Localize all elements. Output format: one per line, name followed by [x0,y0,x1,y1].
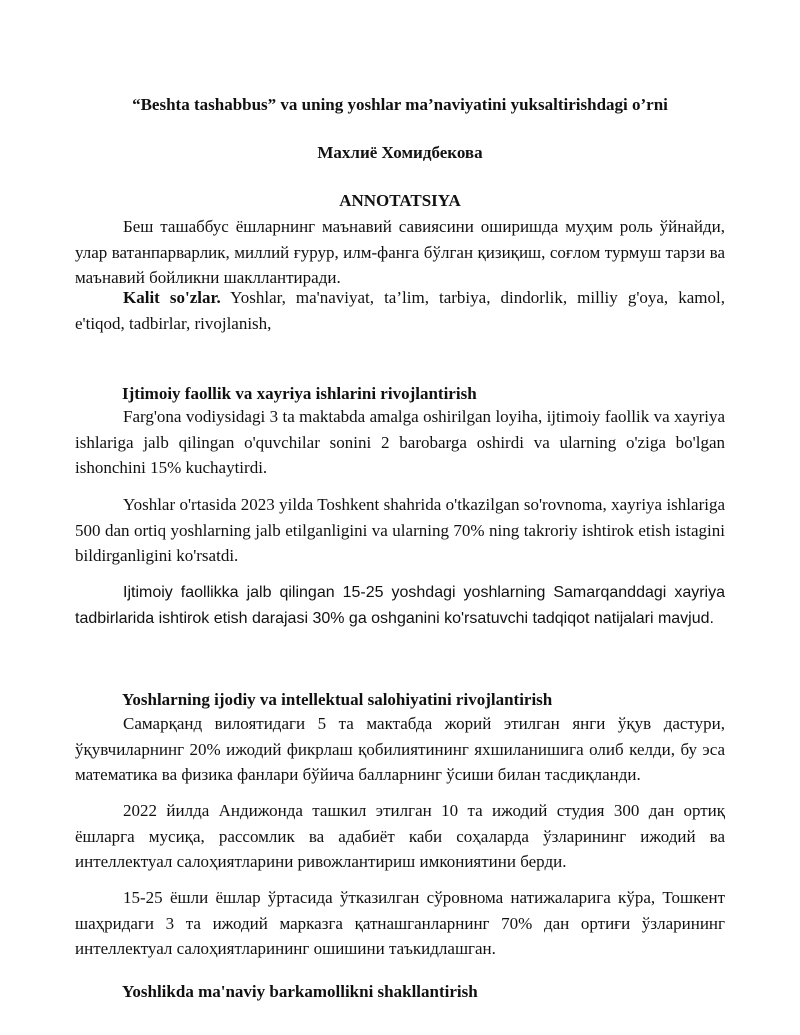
keywords-paragraph [75,285,725,336]
annotation-text: Беш ташаббус ёшларнинг маънавий савиясини оширишда муҳим роль ўйнайди, улар ватанпарварлик, миллий ғурур, илм-фанга бўлган қизиқиш, соғлом турмуш тарзи ва маънавий бойликни шакллантиради. [75,217,725,288]
paragraph: Самарқанд вилоятидаги 5 та мактабда жорий этилган янги ўқув дастури, ўқувчиларнинг 20% ижодий фикрлаш қобилиятининг яхшиланишига олиб келди, бу эса математика ва физика фанлари бўйича балларнинг ўсиши билан тасдиқланди. [75,714,725,785]
author-name: Махлиё Хомидбекова [317,143,483,162]
section-heading-creative: Yoshlarning ijodiy va intellektual salohiyatini rivojlantirish [122,690,553,709]
section-heading-social: Ijtimoiy faollik va xayriya ishlarini rivojlantirish [122,384,477,403]
paragraph: 2022 йилда Андижонда ташкил этилган 10 та ижодий студия 300 дан ортиқ ёшларга мусиқа, рассомлик ва адабиёт каби соҳаларда ўзларининг ижодий ва интеллектуал салоҳиятларини ривожлантириш имкониятини берди. [75,801,725,872]
paragraph: Yoshlar o'rtasida 2023 yilda Toshkent shahrida o'tkazilgan so'rovnoma, xayriya ishlariga 500 dan ortiq yoshlarning jalb etilganligini va ularning 70% ning takroriy ishtirok etish istagini bildirganligini ko'rsatdi. [75,495,725,566]
annotation-heading: ANNOTATSIYA [339,191,461,210]
keywords-text: Yoshlar, ma'naviyat, ta’lim, tarbiya, dindorlik, milliy g'oya, kamol, e'tiqod, tadbirlar, rivojlanish, [75,288,725,333]
document-title: “Beshta tashabbus” va uning yoshlar ma’naviyatini yuksaltirishdagi o’rni [132,95,668,114]
section-heading-spiritual: Yoshlikda ma'naviy barkamollikni shakllantirish [122,982,478,1001]
paragraph: 15-25 ёшли ёшлар ўртасида ўтказилган сўровнома натижаларига кўра, Тошкент шаҳридаги 3 та ижодий марказга қатнашганларнинг 70% дан ортиғи ўзларининг интеллектуал салоҳиятларининг ошишини таъкидлашган. [75,888,725,959]
paragraph: Farg'ona vodiysidagi 3 ta maktabda amalga oshirilgan loyiha, ijtimoiy faollik va xayriya ishlariga jalb qilingan o'quvchilar sonini 2 barobarga oshirdi va ularning o'ziga bo'lgan ishonchini 15% kuchaytirdi. [75,407,725,478]
keywords-label: Kalit so'zlar. [123,288,221,307]
paragraph: Ijtimoiy faollikka jalb qilingan 15-25 yoshdagi yoshlarning Samarqanddagi xayriya tadbirlarida ishtirok etish darajasi 30% ga oshganini ko'rsatuvchi tadqiqot natijalari mavjud. [75,584,725,627]
